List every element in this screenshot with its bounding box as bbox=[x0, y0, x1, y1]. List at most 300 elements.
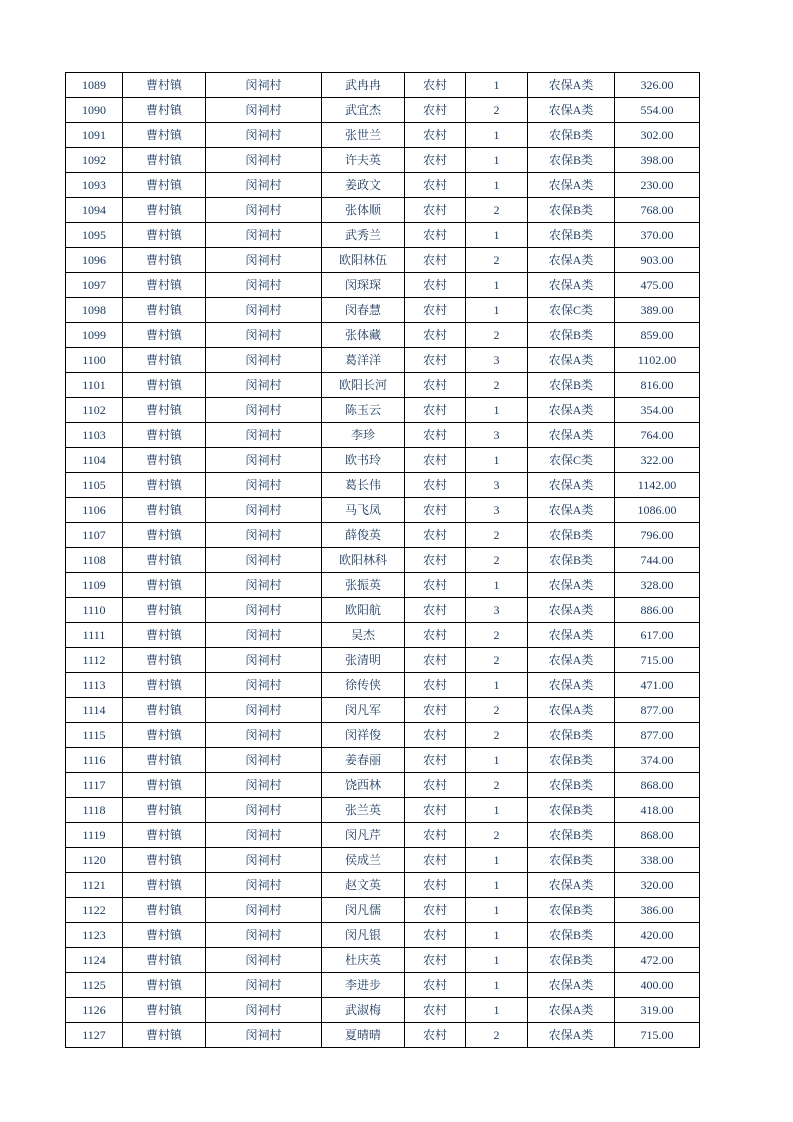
cell-amount: 796.00 bbox=[615, 523, 700, 548]
cell-type: 农村 bbox=[405, 198, 466, 223]
cell-amount: 1086.00 bbox=[615, 498, 700, 523]
cell-amount: 302.00 bbox=[615, 123, 700, 148]
table-row bbox=[66, 248, 700, 273]
cell-type: 农村 bbox=[405, 923, 466, 948]
cell-category: 农保A类 bbox=[528, 623, 615, 648]
cell-type: 农村 bbox=[405, 398, 466, 423]
cell-type: 农村 bbox=[405, 873, 466, 898]
cell-type: 农村 bbox=[405, 123, 466, 148]
cell-type: 农村 bbox=[405, 323, 466, 348]
cell-id: 1106 bbox=[66, 498, 123, 523]
cell-name: 闵琛琛 bbox=[322, 273, 405, 298]
cell-category: 农保A类 bbox=[528, 98, 615, 123]
cell-name: 武秀兰 bbox=[322, 223, 405, 248]
cell-category: 农保A类 bbox=[528, 998, 615, 1023]
table-row bbox=[66, 573, 700, 598]
cell-name: 欧阳林科 bbox=[322, 548, 405, 573]
cell-id: 1125 bbox=[66, 973, 123, 998]
table-row bbox=[66, 748, 700, 773]
cell-amount: 744.00 bbox=[615, 548, 700, 573]
table-row bbox=[66, 323, 700, 348]
cell-name: 张体藏 bbox=[322, 323, 405, 348]
cell-id: 1118 bbox=[66, 798, 123, 823]
cell-count: 2 bbox=[466, 373, 528, 398]
cell-type: 农村 bbox=[405, 173, 466, 198]
table-row bbox=[66, 1023, 700, 1048]
cell-id: 1105 bbox=[66, 473, 123, 498]
cell-town: 曹村镇 bbox=[123, 698, 206, 723]
cell-count: 1 bbox=[466, 848, 528, 873]
cell-town: 曹村镇 bbox=[123, 998, 206, 1023]
cell-name: 杜庆英 bbox=[322, 948, 405, 973]
cell-category: 农保A类 bbox=[528, 398, 615, 423]
cell-village: 闵祠村 bbox=[206, 323, 322, 348]
cell-amount: 715.00 bbox=[615, 1023, 700, 1048]
cell-count: 1 bbox=[466, 673, 528, 698]
cell-village: 闵祠村 bbox=[206, 223, 322, 248]
cell-village: 闵祠村 bbox=[206, 698, 322, 723]
cell-village: 闵祠村 bbox=[206, 598, 322, 623]
table-row bbox=[66, 598, 700, 623]
cell-name: 闵春慧 bbox=[322, 298, 405, 323]
cell-type: 农村 bbox=[405, 98, 466, 123]
cell-count: 3 bbox=[466, 473, 528, 498]
cell-village: 闵祠村 bbox=[206, 173, 322, 198]
cell-town: 曹村镇 bbox=[123, 848, 206, 873]
cell-count: 1 bbox=[466, 748, 528, 773]
cell-amount: 1142.00 bbox=[615, 473, 700, 498]
cell-village: 闵祠村 bbox=[206, 73, 322, 98]
cell-count: 1 bbox=[466, 798, 528, 823]
cell-town: 曹村镇 bbox=[123, 248, 206, 273]
cell-amount: 816.00 bbox=[615, 373, 700, 398]
cell-village: 闵祠村 bbox=[206, 798, 322, 823]
cell-category: 农保B类 bbox=[528, 548, 615, 573]
cell-count: 1 bbox=[466, 123, 528, 148]
cell-name: 李珍 bbox=[322, 423, 405, 448]
cell-category: 农保A类 bbox=[528, 673, 615, 698]
cell-town: 曹村镇 bbox=[123, 298, 206, 323]
cell-town: 曹村镇 bbox=[123, 648, 206, 673]
cell-village: 闵祠村 bbox=[206, 823, 322, 848]
cell-name: 闵凡银 bbox=[322, 923, 405, 948]
cell-type: 农村 bbox=[405, 898, 466, 923]
cell-town: 曹村镇 bbox=[123, 173, 206, 198]
cell-amount: 554.00 bbox=[615, 98, 700, 123]
cell-name: 武淑梅 bbox=[322, 998, 405, 1023]
cell-id: 1099 bbox=[66, 323, 123, 348]
table-row bbox=[66, 923, 700, 948]
table-row bbox=[66, 123, 700, 148]
cell-count: 1 bbox=[466, 73, 528, 98]
cell-count: 1 bbox=[466, 398, 528, 423]
cell-category: 农保B类 bbox=[528, 223, 615, 248]
cell-type: 农村 bbox=[405, 148, 466, 173]
cell-id: 1091 bbox=[66, 123, 123, 148]
cell-village: 闵祠村 bbox=[206, 123, 322, 148]
cell-town: 曹村镇 bbox=[123, 423, 206, 448]
cell-town: 曹村镇 bbox=[123, 798, 206, 823]
cell-id: 1113 bbox=[66, 673, 123, 698]
cell-town: 曹村镇 bbox=[123, 523, 206, 548]
table-row bbox=[66, 98, 700, 123]
cell-category: 农保B类 bbox=[528, 798, 615, 823]
cell-town: 曹村镇 bbox=[123, 448, 206, 473]
cell-count: 3 bbox=[466, 598, 528, 623]
cell-village: 闵祠村 bbox=[206, 273, 322, 298]
cell-town: 曹村镇 bbox=[123, 123, 206, 148]
cell-id: 1110 bbox=[66, 598, 123, 623]
cell-name: 姜政文 bbox=[322, 173, 405, 198]
cell-name: 张世兰 bbox=[322, 123, 405, 148]
cell-count: 1 bbox=[466, 148, 528, 173]
cell-type: 农村 bbox=[405, 373, 466, 398]
cell-name: 葛洋洋 bbox=[322, 348, 405, 373]
table-row bbox=[66, 723, 700, 748]
cell-category: 农保A类 bbox=[528, 348, 615, 373]
cell-name: 侯成兰 bbox=[322, 848, 405, 873]
cell-category: 农保B类 bbox=[528, 823, 615, 848]
cell-category: 农保A类 bbox=[528, 273, 615, 298]
cell-type: 农村 bbox=[405, 573, 466, 598]
cell-amount: 328.00 bbox=[615, 573, 700, 598]
cell-count: 2 bbox=[466, 823, 528, 848]
table-row bbox=[66, 973, 700, 998]
cell-amount: 715.00 bbox=[615, 648, 700, 673]
table-row bbox=[66, 673, 700, 698]
cell-id: 1127 bbox=[66, 1023, 123, 1048]
cell-town: 曹村镇 bbox=[123, 148, 206, 173]
cell-id: 1120 bbox=[66, 848, 123, 873]
cell-town: 曹村镇 bbox=[123, 98, 206, 123]
cell-village: 闵祠村 bbox=[206, 198, 322, 223]
cell-category: 农保B类 bbox=[528, 523, 615, 548]
table-row bbox=[66, 373, 700, 398]
cell-count: 2 bbox=[466, 248, 528, 273]
cell-town: 曹村镇 bbox=[123, 348, 206, 373]
table-row bbox=[66, 648, 700, 673]
cell-id: 1096 bbox=[66, 248, 123, 273]
cell-count: 2 bbox=[466, 1023, 528, 1048]
table-row bbox=[66, 423, 700, 448]
cell-id: 1104 bbox=[66, 448, 123, 473]
cell-id: 1117 bbox=[66, 773, 123, 798]
cell-name: 闵凡芹 bbox=[322, 823, 405, 848]
cell-type: 农村 bbox=[405, 298, 466, 323]
cell-category: 农保B类 bbox=[528, 923, 615, 948]
cell-amount: 764.00 bbox=[615, 423, 700, 448]
cell-count: 2 bbox=[466, 698, 528, 723]
table-row bbox=[66, 773, 700, 798]
cell-category: 农保B类 bbox=[528, 198, 615, 223]
cell-name: 赵文英 bbox=[322, 873, 405, 898]
cell-id: 1126 bbox=[66, 998, 123, 1023]
cell-amount: 370.00 bbox=[615, 223, 700, 248]
cell-category: 农保B类 bbox=[528, 948, 615, 973]
cell-count: 3 bbox=[466, 423, 528, 448]
cell-type: 农村 bbox=[405, 848, 466, 873]
cell-category: 农保A类 bbox=[528, 1023, 615, 1048]
cell-town: 曹村镇 bbox=[123, 723, 206, 748]
cell-name: 欧阳长河 bbox=[322, 373, 405, 398]
cell-village: 闵祠村 bbox=[206, 373, 322, 398]
cell-amount: 859.00 bbox=[615, 323, 700, 348]
benefits-table bbox=[65, 72, 700, 1048]
cell-amount: 354.00 bbox=[615, 398, 700, 423]
cell-id: 1103 bbox=[66, 423, 123, 448]
cell-village: 闵祠村 bbox=[206, 398, 322, 423]
cell-id: 1092 bbox=[66, 148, 123, 173]
cell-count: 1 bbox=[466, 173, 528, 198]
cell-village: 闵祠村 bbox=[206, 623, 322, 648]
cell-category: 农保A类 bbox=[528, 423, 615, 448]
cell-town: 曹村镇 bbox=[123, 873, 206, 898]
cell-amount: 877.00 bbox=[615, 698, 700, 723]
cell-type: 农村 bbox=[405, 723, 466, 748]
cell-town: 曹村镇 bbox=[123, 773, 206, 798]
cell-count: 1 bbox=[466, 573, 528, 598]
cell-town: 曹村镇 bbox=[123, 548, 206, 573]
cell-town: 曹村镇 bbox=[123, 923, 206, 948]
cell-amount: 868.00 bbox=[615, 823, 700, 848]
cell-town: 曹村镇 bbox=[123, 223, 206, 248]
cell-name: 张体顺 bbox=[322, 198, 405, 223]
cell-name: 吴杰 bbox=[322, 623, 405, 648]
cell-amount: 319.00 bbox=[615, 998, 700, 1023]
cell-id: 1109 bbox=[66, 573, 123, 598]
cell-category: 农保A类 bbox=[528, 173, 615, 198]
table-row bbox=[66, 623, 700, 648]
table-row bbox=[66, 398, 700, 423]
cell-id: 1115 bbox=[66, 723, 123, 748]
cell-village: 闵祠村 bbox=[206, 948, 322, 973]
cell-count: 1 bbox=[466, 448, 528, 473]
cell-village: 闵祠村 bbox=[206, 348, 322, 373]
cell-count: 3 bbox=[466, 498, 528, 523]
cell-amount: 420.00 bbox=[615, 923, 700, 948]
cell-amount: 472.00 bbox=[615, 948, 700, 973]
cell-count: 1 bbox=[466, 223, 528, 248]
cell-village: 闵祠村 bbox=[206, 973, 322, 998]
cell-amount: 398.00 bbox=[615, 148, 700, 173]
cell-name: 武冉冉 bbox=[322, 73, 405, 98]
table-row bbox=[66, 548, 700, 573]
cell-town: 曹村镇 bbox=[123, 673, 206, 698]
cell-name: 姜春丽 bbox=[322, 748, 405, 773]
cell-id: 1111 bbox=[66, 623, 123, 648]
table-row bbox=[66, 798, 700, 823]
cell-type: 农村 bbox=[405, 948, 466, 973]
cell-count: 1 bbox=[466, 923, 528, 948]
cell-name: 马飞凤 bbox=[322, 498, 405, 523]
cell-village: 闵祠村 bbox=[206, 898, 322, 923]
cell-town: 曹村镇 bbox=[123, 373, 206, 398]
cell-town: 曹村镇 bbox=[123, 473, 206, 498]
cell-amount: 868.00 bbox=[615, 773, 700, 798]
cell-category: 农保B类 bbox=[528, 148, 615, 173]
cell-name: 张兰英 bbox=[322, 798, 405, 823]
cell-count: 2 bbox=[466, 523, 528, 548]
cell-village: 闵祠村 bbox=[206, 298, 322, 323]
table-row bbox=[66, 523, 700, 548]
cell-name: 薛俊英 bbox=[322, 523, 405, 548]
cell-category: 农保B类 bbox=[528, 323, 615, 348]
table-row bbox=[66, 498, 700, 523]
cell-count: 1 bbox=[466, 998, 528, 1023]
cell-category: 农保B类 bbox=[528, 773, 615, 798]
cell-type: 农村 bbox=[405, 823, 466, 848]
cell-name: 许夫英 bbox=[322, 148, 405, 173]
table-row bbox=[66, 148, 700, 173]
cell-category: 农保B类 bbox=[528, 373, 615, 398]
cell-amount: 322.00 bbox=[615, 448, 700, 473]
cell-village: 闵祠村 bbox=[206, 523, 322, 548]
cell-town: 曹村镇 bbox=[123, 198, 206, 223]
cell-amount: 320.00 bbox=[615, 873, 700, 898]
cell-amount: 386.00 bbox=[615, 898, 700, 923]
cell-village: 闵祠村 bbox=[206, 748, 322, 773]
cell-village: 闵祠村 bbox=[206, 773, 322, 798]
cell-type: 农村 bbox=[405, 598, 466, 623]
cell-id: 1123 bbox=[66, 923, 123, 948]
cell-category: 农保B类 bbox=[528, 123, 615, 148]
cell-id: 1107 bbox=[66, 523, 123, 548]
cell-town: 曹村镇 bbox=[123, 573, 206, 598]
cell-name: 葛长伟 bbox=[322, 473, 405, 498]
cell-village: 闵祠村 bbox=[206, 148, 322, 173]
cell-village: 闵祠村 bbox=[206, 998, 322, 1023]
cell-category: 农保A类 bbox=[528, 598, 615, 623]
cell-village: 闵祠村 bbox=[206, 848, 322, 873]
cell-id: 1089 bbox=[66, 73, 123, 98]
cell-type: 农村 bbox=[405, 73, 466, 98]
cell-name: 徐传侠 bbox=[322, 673, 405, 698]
cell-name: 陈玉云 bbox=[322, 398, 405, 423]
cell-type: 农村 bbox=[405, 798, 466, 823]
table-row bbox=[66, 998, 700, 1023]
cell-name: 饶西林 bbox=[322, 773, 405, 798]
table-row bbox=[66, 348, 700, 373]
cell-category: 农保A类 bbox=[528, 973, 615, 998]
cell-town: 曹村镇 bbox=[123, 598, 206, 623]
cell-amount: 230.00 bbox=[615, 173, 700, 198]
cell-id: 1119 bbox=[66, 823, 123, 848]
cell-id: 1108 bbox=[66, 548, 123, 573]
cell-village: 闵祠村 bbox=[206, 98, 322, 123]
cell-category: 农保A类 bbox=[528, 73, 615, 98]
cell-id: 1098 bbox=[66, 298, 123, 323]
cell-id: 1102 bbox=[66, 398, 123, 423]
cell-amount: 617.00 bbox=[615, 623, 700, 648]
cell-name: 李进步 bbox=[322, 973, 405, 998]
table-row bbox=[66, 823, 700, 848]
cell-id: 1114 bbox=[66, 698, 123, 723]
cell-type: 农村 bbox=[405, 973, 466, 998]
cell-count: 2 bbox=[466, 98, 528, 123]
cell-name: 闵祥俊 bbox=[322, 723, 405, 748]
cell-village: 闵祠村 bbox=[206, 498, 322, 523]
cell-type: 农村 bbox=[405, 423, 466, 448]
cell-id: 1101 bbox=[66, 373, 123, 398]
cell-category: 农保C类 bbox=[528, 298, 615, 323]
cell-type: 农村 bbox=[405, 448, 466, 473]
cell-village: 闵祠村 bbox=[206, 248, 322, 273]
cell-amount: 418.00 bbox=[615, 798, 700, 823]
cell-category: 农保B类 bbox=[528, 898, 615, 923]
table-row bbox=[66, 698, 700, 723]
cell-name: 欧阳林伍 bbox=[322, 248, 405, 273]
table-row bbox=[66, 173, 700, 198]
cell-type: 农村 bbox=[405, 223, 466, 248]
cell-id: 1090 bbox=[66, 98, 123, 123]
table-row bbox=[66, 848, 700, 873]
cell-village: 闵祠村 bbox=[206, 423, 322, 448]
cell-id: 1124 bbox=[66, 948, 123, 973]
cell-amount: 886.00 bbox=[615, 598, 700, 623]
cell-town: 曹村镇 bbox=[123, 323, 206, 348]
cell-type: 农村 bbox=[405, 248, 466, 273]
cell-amount: 768.00 bbox=[615, 198, 700, 223]
cell-town: 曹村镇 bbox=[123, 973, 206, 998]
cell-type: 农村 bbox=[405, 698, 466, 723]
cell-id: 1097 bbox=[66, 273, 123, 298]
cell-village: 闵祠村 bbox=[206, 573, 322, 598]
table-row bbox=[66, 448, 700, 473]
cell-town: 曹村镇 bbox=[123, 748, 206, 773]
cell-village: 闵祠村 bbox=[206, 673, 322, 698]
cell-count: 2 bbox=[466, 548, 528, 573]
cell-town: 曹村镇 bbox=[123, 623, 206, 648]
cell-village: 闵祠村 bbox=[206, 548, 322, 573]
cell-count: 1 bbox=[466, 873, 528, 898]
cell-name: 张清明 bbox=[322, 648, 405, 673]
cell-town: 曹村镇 bbox=[123, 1023, 206, 1048]
cell-amount: 338.00 bbox=[615, 848, 700, 873]
cell-type: 农村 bbox=[405, 273, 466, 298]
cell-name: 张振英 bbox=[322, 573, 405, 598]
cell-count: 2 bbox=[466, 773, 528, 798]
table-row bbox=[66, 898, 700, 923]
cell-town: 曹村镇 bbox=[123, 823, 206, 848]
cell-id: 1121 bbox=[66, 873, 123, 898]
cell-amount: 1102.00 bbox=[615, 348, 700, 373]
cell-name: 欧书玲 bbox=[322, 448, 405, 473]
cell-type: 农村 bbox=[405, 498, 466, 523]
cell-amount: 400.00 bbox=[615, 973, 700, 998]
table-row bbox=[66, 873, 700, 898]
table-row bbox=[66, 273, 700, 298]
cell-count: 1 bbox=[466, 898, 528, 923]
cell-category: 农保A类 bbox=[528, 248, 615, 273]
table-body bbox=[66, 73, 700, 1048]
table-row bbox=[66, 948, 700, 973]
cell-village: 闵祠村 bbox=[206, 923, 322, 948]
cell-count: 2 bbox=[466, 323, 528, 348]
cell-town: 曹村镇 bbox=[123, 398, 206, 423]
cell-type: 农村 bbox=[405, 998, 466, 1023]
cell-type: 农村 bbox=[405, 473, 466, 498]
cell-category: 农保A类 bbox=[528, 648, 615, 673]
cell-type: 农村 bbox=[405, 773, 466, 798]
cell-amount: 374.00 bbox=[615, 748, 700, 773]
cell-amount: 471.00 bbox=[615, 673, 700, 698]
cell-count: 2 bbox=[466, 648, 528, 673]
cell-town: 曹村镇 bbox=[123, 498, 206, 523]
table-row bbox=[66, 298, 700, 323]
cell-count: 1 bbox=[466, 973, 528, 998]
cell-village: 闵祠村 bbox=[206, 648, 322, 673]
cell-category: 农保C类 bbox=[528, 448, 615, 473]
